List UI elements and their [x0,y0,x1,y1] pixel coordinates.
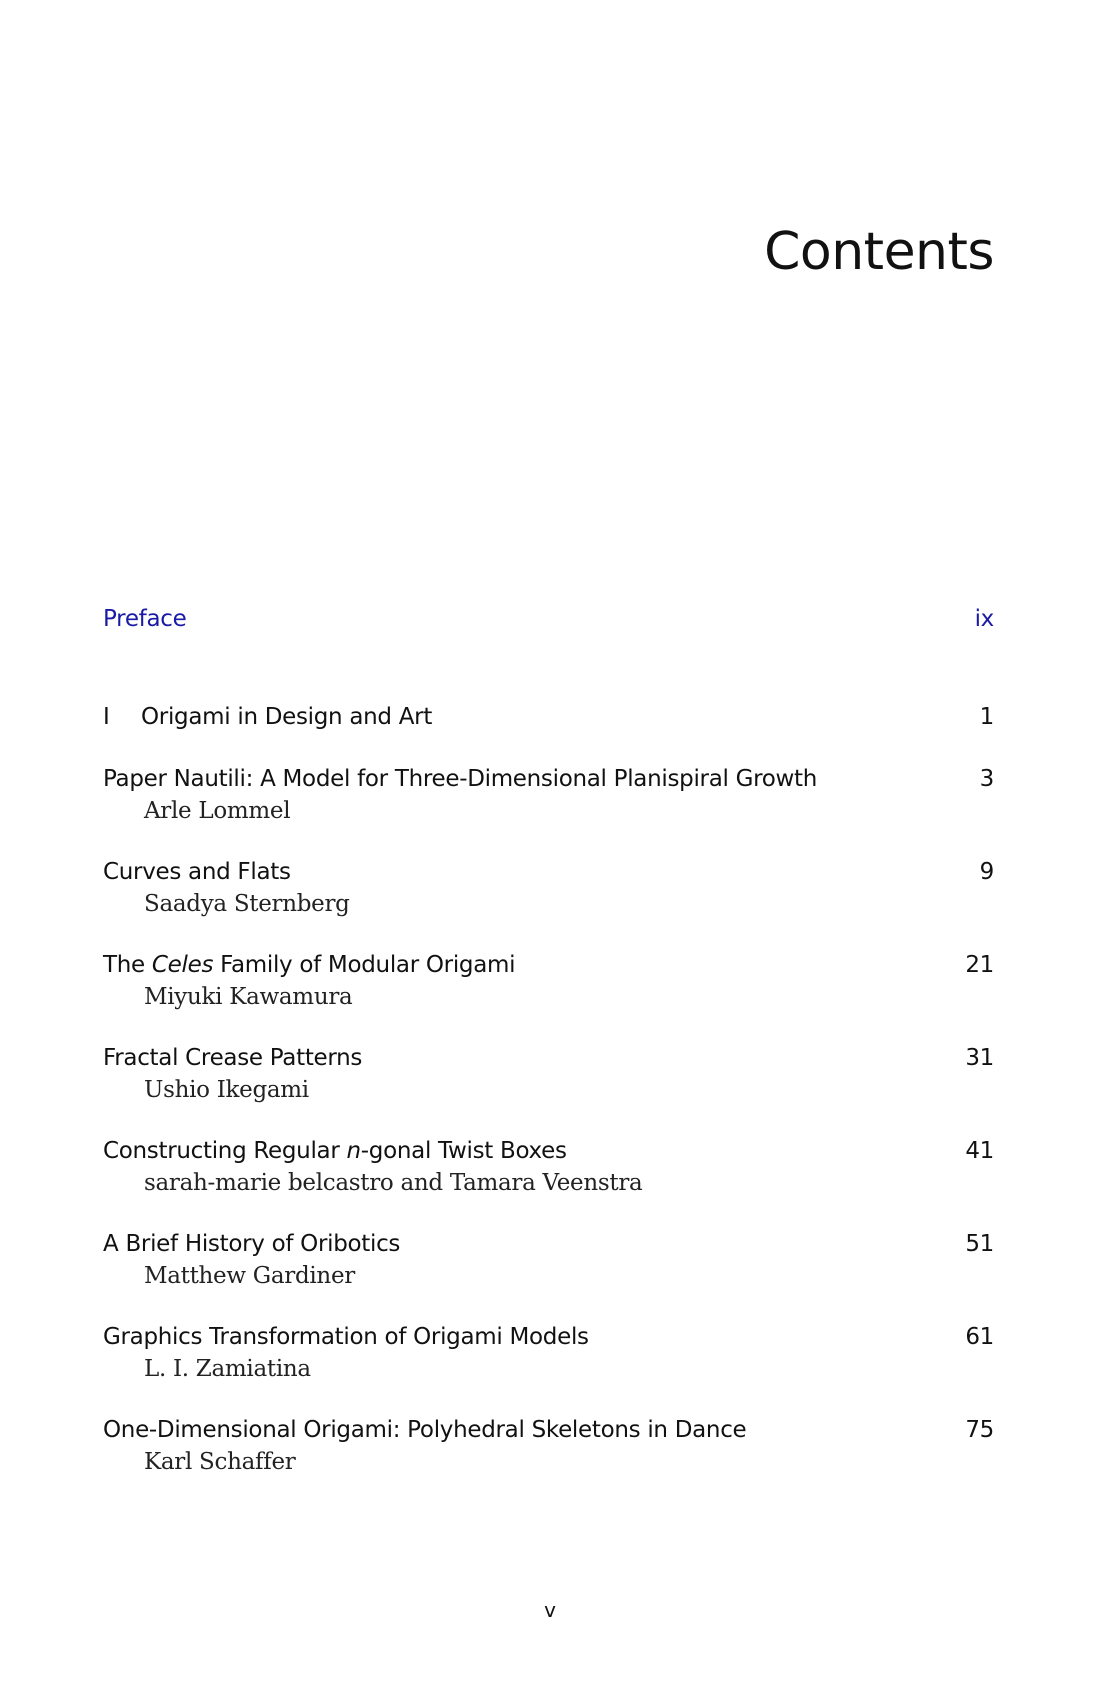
toc-entry [103,1228,994,1292]
chapter-title: Paper Nautili: A Model for Three-Dimensional Planispiral Growth [103,766,818,792]
chapter-author: Ushio Ikegami [144,1077,309,1103]
chapter-author: Miyuki Kawamura [144,984,353,1010]
chapter-title: A Brief History of Oribotics [103,1231,401,1257]
chapter-title-post: -gonal Twist Boxes [360,1138,567,1164]
part-heading [103,701,432,733]
chapter-author: Matthew Gardiner [144,1263,355,1289]
chapter-title: One-Dimensional Origami: Polyhedral Skeletons in Dance [103,1417,747,1443]
chapter-title-pre: Constructing Regular [103,1138,347,1164]
toc-preface-page[interactable]: ix [974,606,994,632]
chapter-page: 75 [965,1417,994,1443]
chapter-page: 3 [979,766,994,792]
toc-entry [103,1321,994,1385]
chapter-page: 31 [965,1045,994,1071]
part-number: I [103,704,110,730]
chapter-author: L. I. Zamiatina [144,1356,311,1382]
chapter-title: Graphics Transformation of Origami Models [103,1324,589,1350]
chapter-title-italic: n [346,1138,361,1164]
chapter-title [103,1135,567,1167]
page-number: v [544,1598,556,1622]
part-title: Origami in Design and Art [141,704,433,730]
chapter-title: Curves and Flats [103,859,291,885]
toc-entry [103,1414,994,1478]
chapter-page: 61 [965,1324,994,1350]
table-of-contents [103,603,994,1507]
toc-preface-link[interactable] [103,603,994,635]
chapter-page: 41 [965,1138,994,1164]
chapter-title-post: Family of Modular Origami [213,952,516,978]
toc-preface-title[interactable]: Preface [103,606,187,632]
toc-entry [103,763,994,827]
chapter-author: Arle Lommel [144,798,291,824]
chapter-page: 21 [965,952,994,978]
chapter-page: 9 [979,859,994,885]
chapter-page: 51 [965,1231,994,1257]
chapter-author: Saadya Sternberg [144,891,350,917]
toc-part-heading [103,701,994,733]
toc-entry [103,856,994,920]
chapter-title-italic: Celes [151,952,214,978]
part-page: 1 [979,704,994,730]
chapter-author: sarah-marie belcastro and Tamara Veenstra [144,1170,643,1196]
chapter-title-pre: The [103,952,152,978]
chapter-title: Fractal Crease Patterns [103,1045,363,1071]
chapter-author: Karl Schaffer [144,1449,296,1475]
toc-entry [103,1135,994,1199]
toc-entry [103,1042,994,1106]
page-title: Contents [764,222,994,282]
toc-entry [103,949,994,1013]
chapter-title [103,949,515,981]
